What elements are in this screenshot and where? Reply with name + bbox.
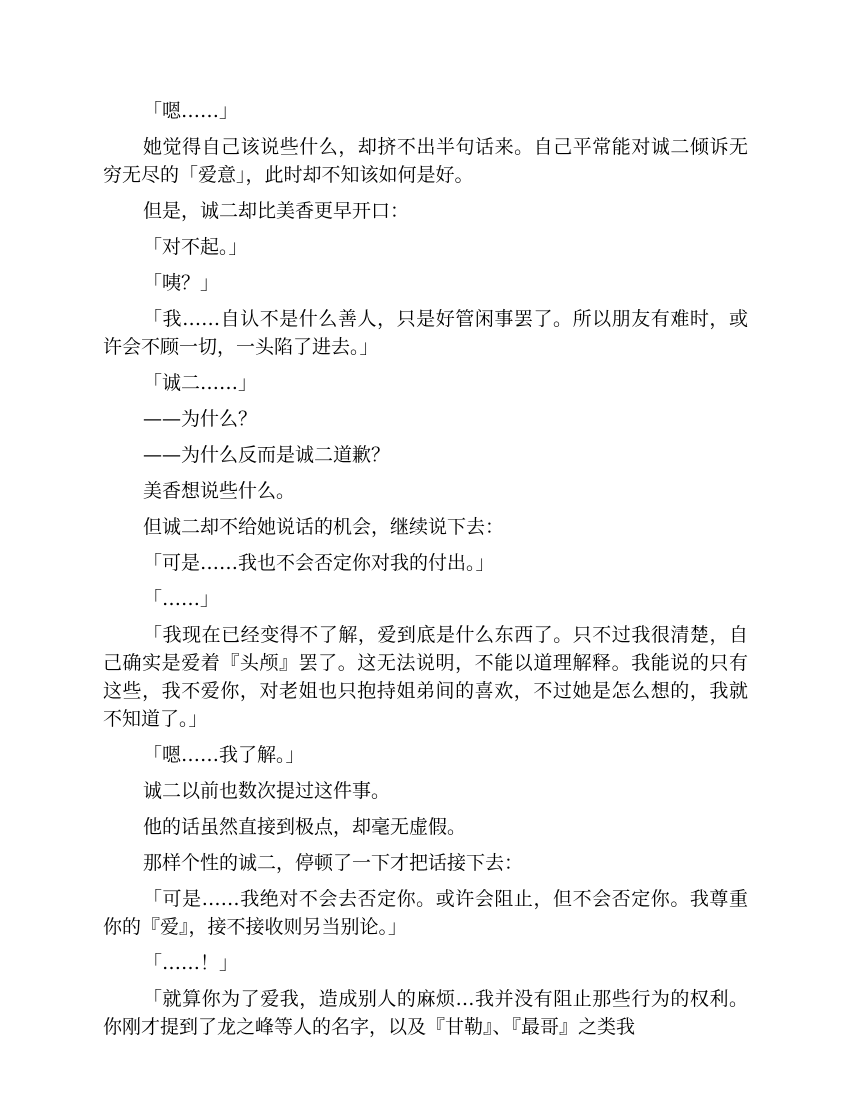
paragraph: 「我现在已经变得不了解，爱到底是什么东西了。只不过我很清楚，自己确实是爱着『头颅』罢了。这无法说明，不能以道理解释。我能说的只有这些，我不爱你，对老姐也只抱持姐弟间的喜欢，不过她是怎么想的，我就不知道了。」 bbox=[103, 624, 748, 730]
paragraph: 她觉得自己该说些什么，却挤不出半句话来。自己平常能对诚二倾诉无穷无尽的「爱意」，此时却不知该如何是好。 bbox=[103, 136, 748, 186]
paragraph: 「……」 bbox=[143, 588, 220, 610]
paragraph: 「嗯……」 bbox=[143, 100, 239, 122]
paragraph: 美香想说些什么。 bbox=[143, 480, 296, 502]
paragraph: 「就算你为了爱我，造成别人的麻烦…我并没有阻止那些行为的权利。你刚才提到了龙之峰等人的名字，以及『甘勒』、『最哥』之类我 bbox=[103, 988, 748, 1038]
paragraph: 「嗯……我了解。」 bbox=[143, 744, 305, 766]
paragraph: 他的话虽然直接到极点，却毫无虚假。 bbox=[143, 816, 467, 838]
paragraph: 那样个性的诚二，停顿了一下才把话接下去： bbox=[143, 852, 524, 874]
body-text bbox=[103, 97, 748, 1049]
paragraph: 但是，诚二却比美香更早开口： bbox=[143, 200, 410, 222]
paragraph: 「咦？」 bbox=[143, 272, 220, 294]
paragraph: ——为什么？ bbox=[143, 408, 258, 430]
paragraph: 「可是……我也不会否定你对我的付出。」 bbox=[143, 552, 495, 574]
paragraph: 「……！」 bbox=[143, 952, 239, 974]
paragraph: 但诚二却不给她说话的机会，继续说下去： bbox=[143, 516, 505, 538]
paragraph: 「诚二……」 bbox=[143, 372, 258, 394]
paragraph: 诚二以前也数次提过这件事。 bbox=[143, 780, 391, 802]
paragraph: 「我……自认不是什么善人，只是好管闲事罢了。所以朋友有难时，或许会不顾一切，一头陷了进去。」 bbox=[103, 308, 748, 358]
paragraph: 「对不起。」 bbox=[143, 236, 248, 258]
paragraph: ——为什么反而是诚二道歉？ bbox=[143, 444, 391, 466]
paragraph: 「可是……我绝对不会去否定你。或许会阻止，但不会否定你。我尊重你的『爱』，接不接收则另当别论。」 bbox=[103, 888, 748, 938]
